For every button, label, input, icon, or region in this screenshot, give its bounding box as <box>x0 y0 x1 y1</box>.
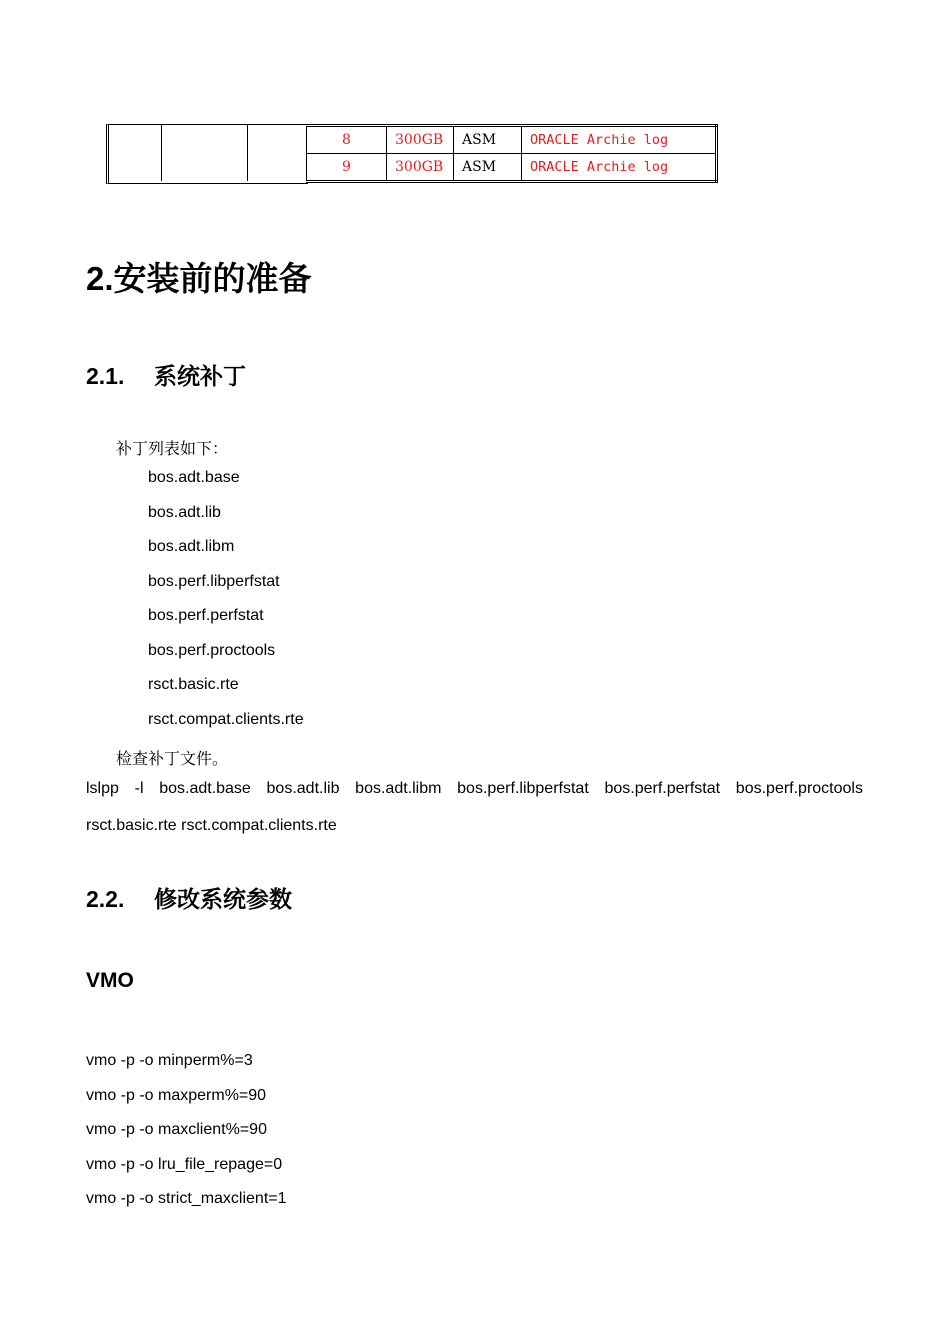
patch-item: bos.perf.perfstat <box>148 607 264 624</box>
lslpp-command <box>86 780 863 798</box>
patch-item: rsct.basic.rte <box>148 676 239 693</box>
subsection-heading <box>86 881 292 914</box>
vmo-command: vmo -p -o minperm%=3 <box>86 1052 253 1069</box>
disk-size: 300GB <box>387 126 454 154</box>
command-token: bos.perf.perfstat <box>604 780 721 797</box>
command-token: bos.adt.libm <box>355 780 442 797</box>
subsection-title: 修改系统参数 <box>154 886 292 912</box>
table-left-empty-cells <box>106 124 308 184</box>
subsection-heading <box>86 358 246 391</box>
vmo-command: vmo -p -o strict_maxclient=1 <box>86 1190 287 1207</box>
patch-list-intro: 补丁列表如下： <box>116 439 229 458</box>
patch-item: bos.perf.libperfstat <box>148 573 280 590</box>
subsection-title: 系统补丁 <box>154 363 246 389</box>
subsection-number: 2.2. <box>86 886 125 912</box>
command-token: bos.perf.proctools <box>735 780 863 797</box>
vmo-heading: VMO <box>86 969 134 992</box>
command-token: -l <box>134 780 144 797</box>
disk-type: ASM <box>454 154 522 182</box>
command-token: bos.adt.base <box>159 780 251 797</box>
disk-type: ASM <box>454 126 522 154</box>
disk-size: 300GB <box>387 154 454 182</box>
lslpp-command-continuation: rsct.basic.rte rsct.compat.clients.rte <box>86 817 337 834</box>
subsection-number: 2.1. <box>86 363 125 389</box>
disk-table <box>306 124 718 183</box>
table-divider <box>161 125 162 181</box>
command-token: bos.perf.libperfstat <box>457 780 589 797</box>
table-row <box>307 154 717 182</box>
table-row <box>307 126 717 154</box>
section-heading: 2.安装前的准备 <box>86 260 312 297</box>
vmo-command: vmo -p -o maxclient%=90 <box>86 1121 267 1138</box>
table-divider <box>247 125 248 181</box>
command-token: lslpp <box>86 780 119 797</box>
patch-item: bos.adt.lib <box>148 504 221 521</box>
disk-number: 9 <box>307 154 387 182</box>
check-patch-text: 检查补丁文件。 <box>116 749 229 768</box>
vmo-command: vmo -p -o maxperm%=90 <box>86 1087 267 1104</box>
patch-item: bos.perf.proctools <box>148 642 276 659</box>
disk-description: ORACLE Archie log <box>522 126 717 154</box>
disk-description: ORACLE Archie log <box>522 154 717 182</box>
patch-item: bos.adt.libm <box>148 538 235 555</box>
patch-item: bos.adt.base <box>148 469 240 486</box>
command-token: bos.adt.lib <box>266 780 340 797</box>
disk-number: 8 <box>307 126 387 154</box>
vmo-command: vmo -p -o lru_file_repage=0 <box>86 1156 283 1173</box>
patch-item: rsct.compat.clients.rte <box>148 711 304 728</box>
